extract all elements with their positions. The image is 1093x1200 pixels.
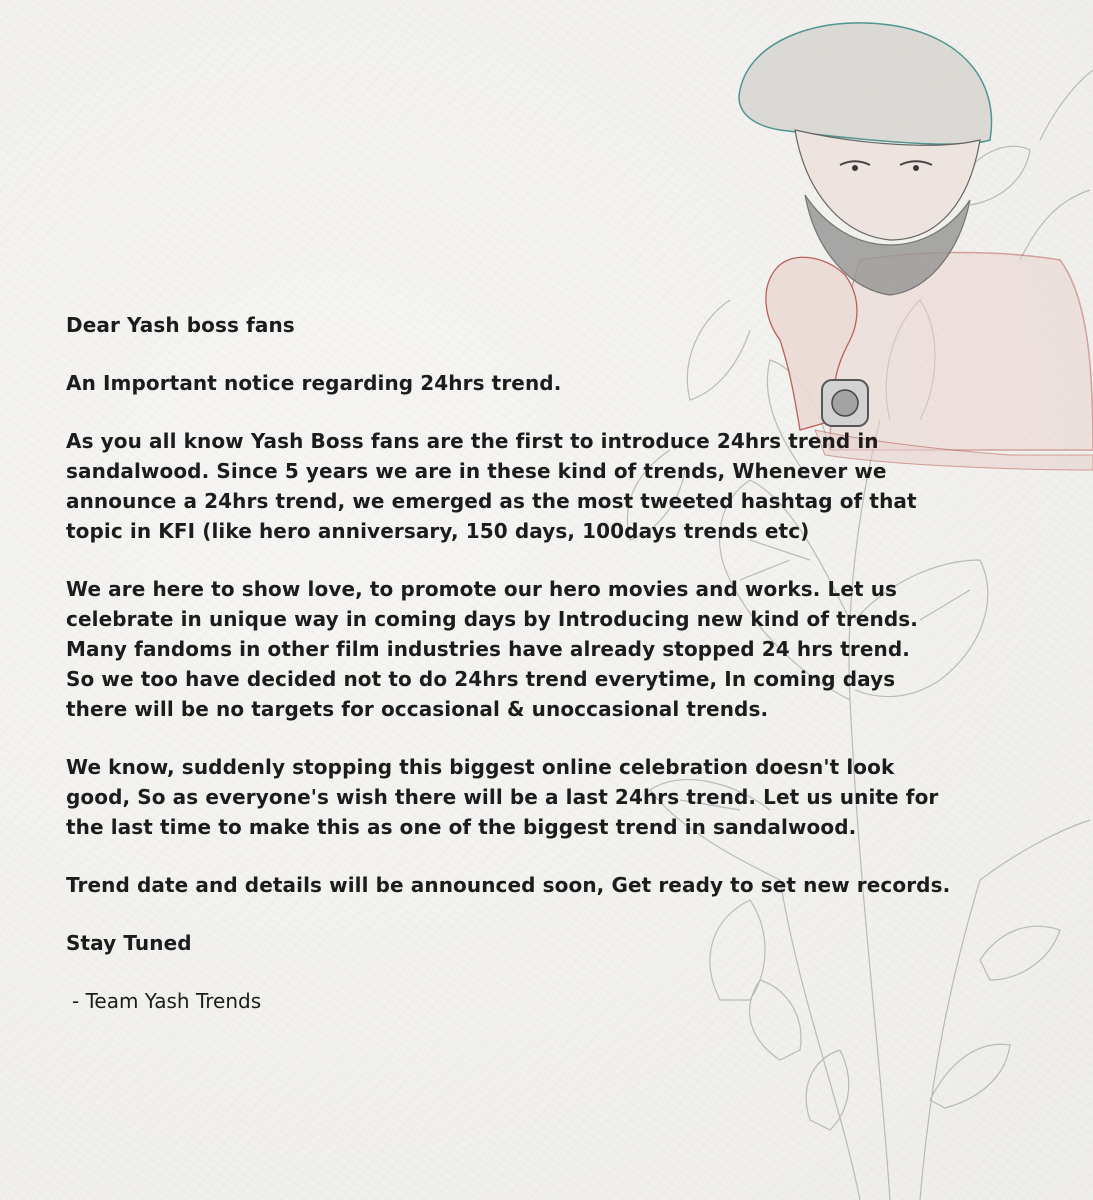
paragraph-announcement: Trend date and details will be announced soon, Get ready to set new records. [66, 873, 951, 897]
paragraph-last-trend: We know, suddenly stopping this biggest online celebration doesn't look good, So as everyone's wish there will be a last 24hrs trend. Let us unite for the last time to make this as one of the biggest trend in sandalwood. [66, 755, 939, 839]
signature: - Team Yash Trends [72, 989, 262, 1013]
closing: Stay Tuned [66, 931, 192, 955]
paragraph-show-love: We are here to show love, to promote our hero movies and works. Let us celebrate in unique way in coming days by Introducing new kind of trends. Many fandoms in other film industries have already stopped 24 hrs trend. So we too have decided not to do 24hrs trend everytime, In coming days there will be no targets for occasional & unoccasional trends. [66, 577, 919, 721]
notice-letter [66, 310, 1066, 1016]
salutation: Dear Yash boss fans [66, 313, 295, 337]
notice-subject: An Important notice regarding 24hrs trend. [66, 371, 562, 395]
paragraph-first-trend: As you all know Yash Boss fans are the first to introduce 24hrs trend in sandalwood. Since 5 years we are in these kind of trends, Whenever we announce a 24hrs trend, we emerged as the most tweeted hashtag of that topic in KFI (like hero anniversary, 150 days, 100days trends etc) [66, 429, 917, 543]
